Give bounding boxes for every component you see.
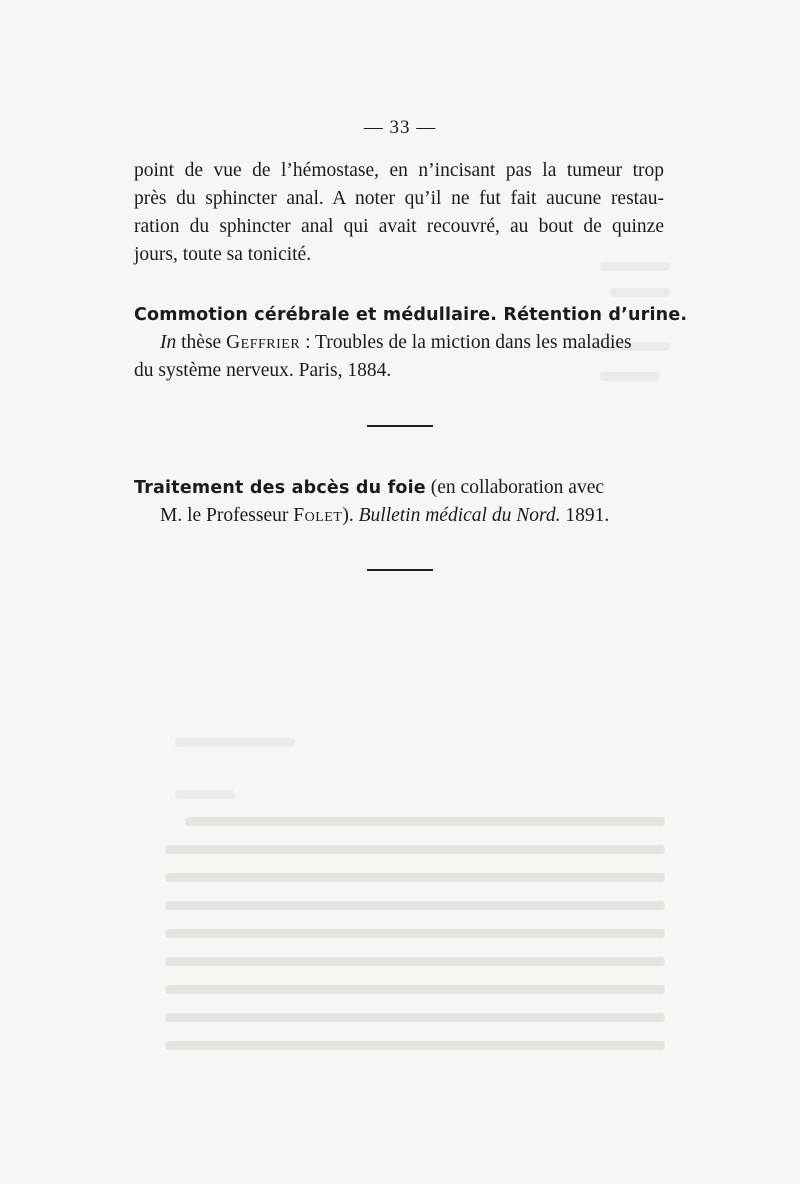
continuation-paragraph: [134, 157, 664, 269]
paragraph-line: ration du sphincter anal qui avait recouvré, au bout de quinze: [134, 216, 664, 237]
section-divider: [367, 425, 433, 427]
collaboration-note: (en collaboration avec: [430, 477, 605, 498]
entry-title: Traitement des abcès du foie: [134, 478, 426, 498]
paragraph-line: point de vue de l’hémostase, en n’incisant pas la tumeur trop: [134, 160, 664, 181]
section-divider: [367, 569, 433, 571]
entry-title-line: [134, 474, 664, 502]
publication-year: 1891.: [565, 505, 610, 526]
paragraph-line: près du sphincter anal. A noter qu’il ne fut fait aucune restau-: [134, 188, 664, 209]
paragraph-line: jours, toute sa tonicité.: [134, 244, 312, 265]
journal-name: Bulletin médical du Nord.: [358, 505, 561, 526]
entry-citation-line: [134, 502, 664, 530]
in-label: In: [160, 332, 177, 353]
paren-close: ).: [342, 505, 354, 526]
author-name: Geffrier: [226, 332, 301, 353]
these-label: thèse: [181, 332, 222, 353]
entry-title: Commotion cérébrale et médullaire. Rétention d’urine.: [134, 305, 688, 325]
bibliography-entry-commotion: [134, 301, 688, 385]
author-name: Folet: [293, 505, 343, 526]
entry-citation-line-2: du système nerveux. Paris, 1884.: [134, 360, 392, 381]
bibliography-entry-abces: [134, 474, 664, 530]
collaborator-title: M. le Professeur: [160, 505, 289, 526]
page-number: — 33 —: [363, 117, 437, 138]
citation-text: : Troubles de la miction dans les maladies: [305, 332, 632, 353]
entry-citation-line: [134, 329, 664, 357]
